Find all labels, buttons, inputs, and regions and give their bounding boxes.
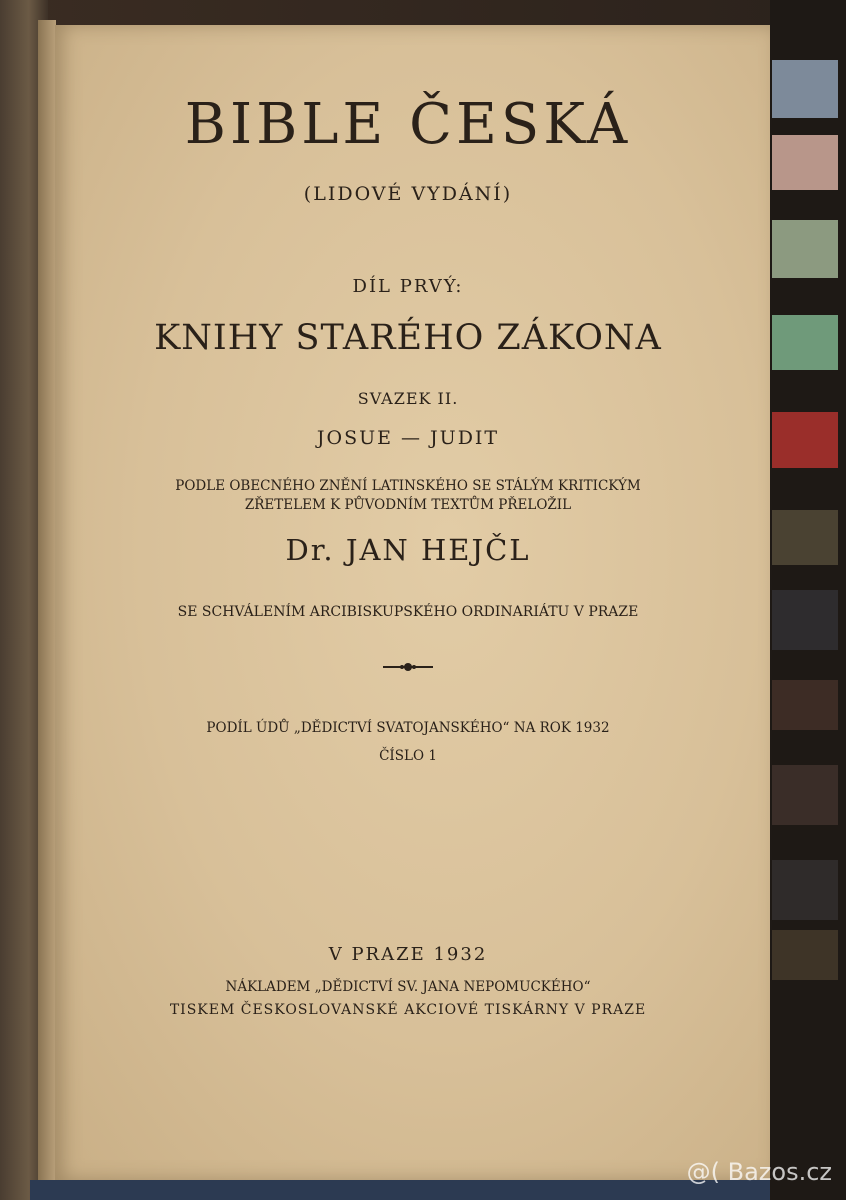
bazos-watermark: @( Bazos.cz [686,1158,832,1186]
printer-line: TISKEM ČESKOSLOVANSKÉ AKCIOVÉ TISKÁRNY V PRAZE [169,1002,647,1018]
place-year: V PRAZE 1932 [328,944,488,965]
translation-line-1: PODLE OBECNÉHO ZNĚNÍ LATINSKÉHO SE STÁLÝM KRITICKÝM [175,478,641,494]
ornament-divider [383,662,433,672]
author-name: Dr. JAN HEJČL [285,533,531,567]
part-title: KNIHY STARÉHO ZÁKONA [154,318,662,358]
translation-line-2: ZŘETELEM K PŮVODNÍM TEXTŮM PŘELOŽIL [244,497,572,513]
approval-line: SE SCHVÁLENÍM ARCIBISKUPSKÉHO ORDINARIÁTU V PRAZE [177,604,639,620]
books-range: JOSUE — JUDIT [316,427,500,449]
page-stack-edge [38,20,56,1185]
issue-number: ČÍSLO 1 [379,748,437,764]
volume-label: SVAZEK II. [357,389,459,408]
publisher-line: NÁKLADEM „DĚDICTVÍ SV. JANA NEPOMUCKÉHO“ [225,979,591,995]
cloth-edge [30,1180,770,1200]
part-label: DÍL PRVÝ: [352,276,464,297]
book-title: BIBLE ČESKÁ [184,92,632,157]
edition-subtitle: (LIDOVÉ VYDÁNÍ) [303,183,513,205]
member-share-line: PODÍL ÚDŮ „DĚDICTVÍ SVATOJANSKÉHO“ NA ROK 1932 [206,720,610,736]
book-spines-stack [770,0,846,1200]
